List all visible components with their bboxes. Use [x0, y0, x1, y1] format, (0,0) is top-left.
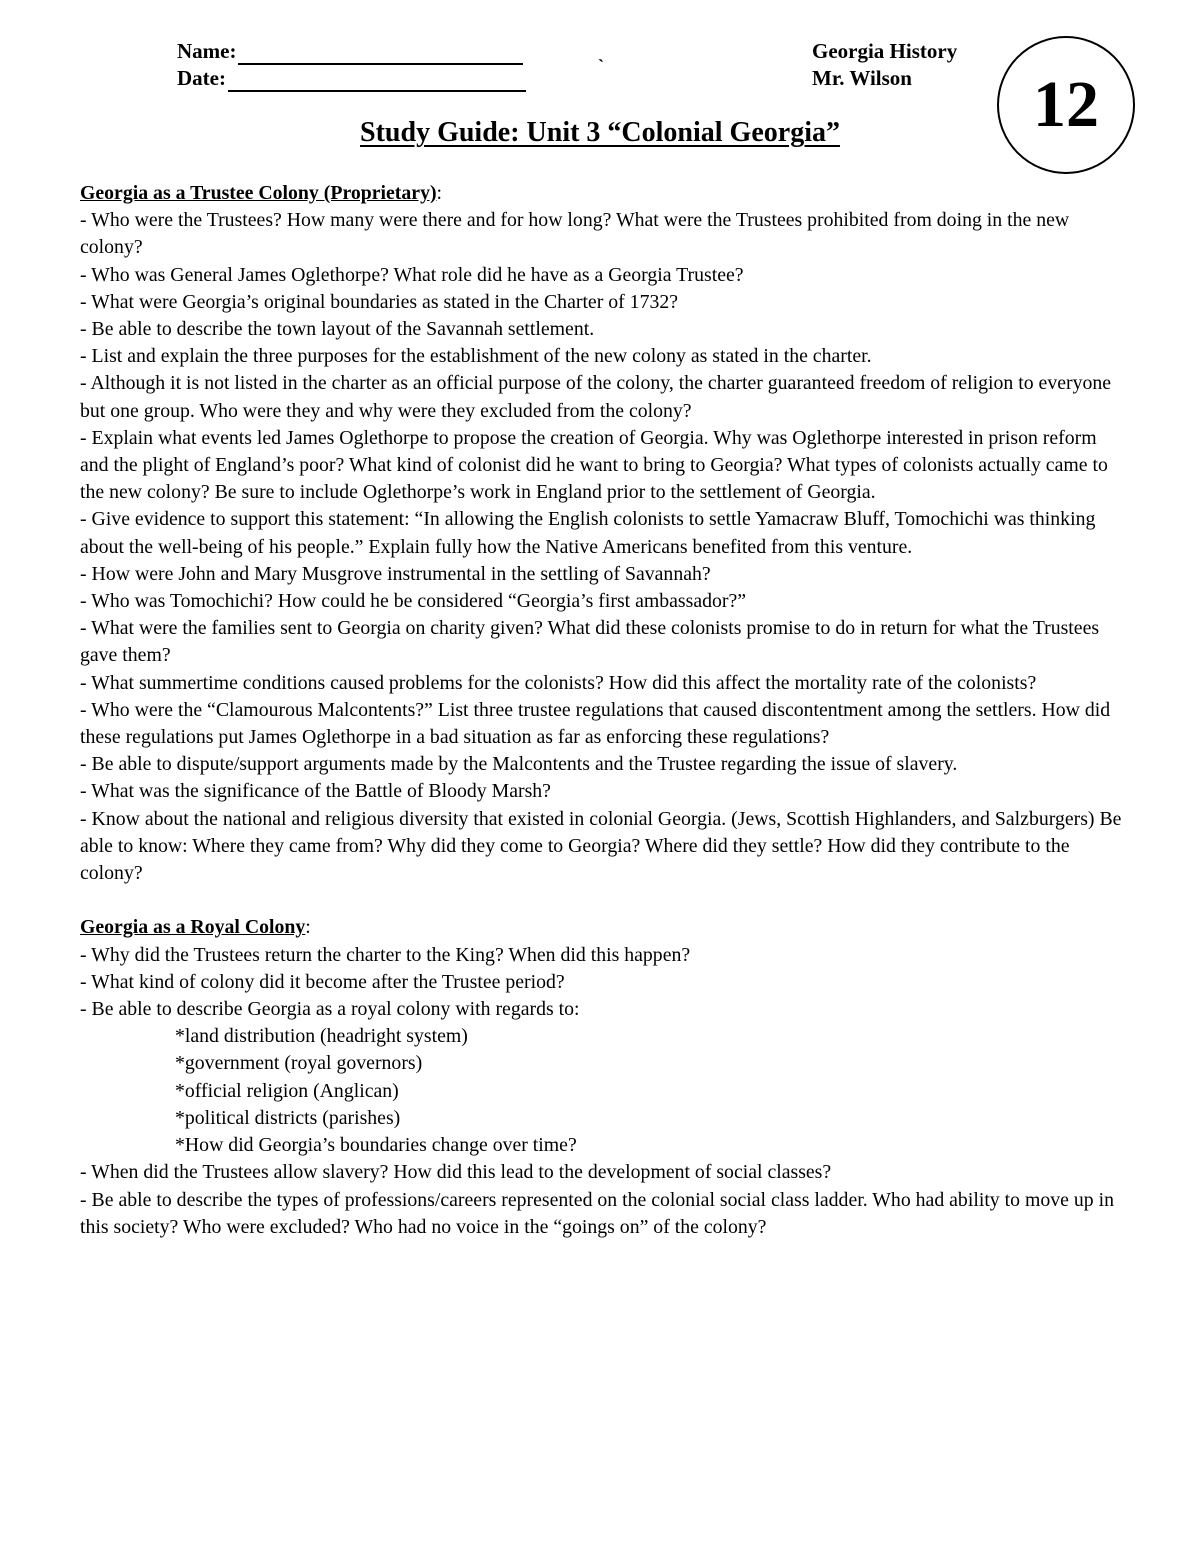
course-info-block	[812, 38, 957, 92]
section-spacer	[80, 887, 1125, 914]
date-line	[177, 65, 526, 92]
section-heading-text: Georgia as a Royal Colony	[80, 916, 306, 939]
date-label: Date:	[177, 66, 226, 90]
question-item: - Be able to dispute/support arguments made by the Malcontents and the Trustee regarding the issue of slavery.	[80, 753, 958, 776]
page-title: Study Guide: Unit 3 “Colonial Georgia”	[360, 117, 840, 148]
question-item: - Know about the national and religious diversity that existed in colonial Georgia. (Jews, Scottish Highlanders, and Salzburgers) Be able to know: Where they came from? Why did they come to Georgia? Where did they settle? How did they contribute to the colony?	[80, 807, 1122, 885]
stray-mark: `	[598, 56, 604, 76]
question-item: - List and explain the three purposes for the establishment of the new colony as stated in the charter.	[80, 345, 872, 368]
unit-number-badge	[997, 36, 1135, 174]
question-item: - Although it is not listed in the charter as an official purpose of the colony, the charter guaranteed freedom of religion to everyone but one group. Who were they and why were they excluded from the colony?	[80, 372, 1112, 422]
question-item: - What kind of colony did it become after the Trustee period?	[80, 970, 565, 993]
date-blank	[228, 70, 526, 92]
sub-question-item: *government (royal governors)	[175, 1052, 423, 1075]
question-item: - Be able to describe the types of professions/careers represented on the colonial social class ladder. Who had ability to move up in this society? Who were excluded? Who had no voice in the “goings on” of the colony?	[80, 1188, 1114, 1238]
section-heading-text: Georgia as a Trustee Colony (Proprietary)	[80, 182, 437, 204]
question-item: - Who were the “Clamourous Malcontents?” List three trustee regulations that caused discontentment among the settlers. How did these regulations put James Oglethorpe in a bad situation as far as enforcing these regulations?	[80, 698, 1111, 749]
question-item: - Who was General James Oglethorpe? What role did he have as a Georgia Trustee?	[80, 263, 744, 286]
section-trustee-colony	[80, 180, 1125, 887]
question-item: - Why did the Trustees return the charter to the King? When did this happen?	[80, 943, 691, 966]
question-item: - Be able to describe Georgia as a royal colony with regards to:	[80, 998, 580, 1021]
section-royal-colony	[80, 914, 1125, 1240]
section-heading	[80, 180, 1125, 207]
unit-number: 12	[1033, 68, 1099, 141]
question-item: - Who were the Trustees? How many were there and for how long? What were the Trustees prohibited from doing in the new colony?	[80, 209, 1070, 259]
name-label: Name:	[177, 39, 237, 63]
sub-question-item: *How did Georgia’s boundaries change over time?	[175, 1134, 577, 1157]
name-blank	[238, 43, 523, 65]
sub-question-item: *land distribution (headright system)	[175, 1025, 468, 1048]
question-item: - How were John and Mary Musgrove instrumental in the settling of Savannah?	[80, 562, 711, 585]
teacher-name: Mr. Wilson	[812, 66, 912, 90]
question-item: - What were the families sent to Georgia on charity given? What did these colonists promise to do in return for what the Trustees gave them?	[80, 617, 1100, 667]
course-name: Georgia History	[812, 39, 958, 63]
question-item: - Explain what events led James Oglethorpe to propose the creation of Georgia. Why was Oglethorpe interested in prison reform and the plight of England’s poor? What kind of colonist did he want to bring to Georgia? What types of colonists actually came to the new colony? Be sure to include Oglethorpe’s work in England prior to the settlement of Georgia.	[80, 426, 1108, 504]
sub-question-item: *official religion (Anglican)	[175, 1079, 399, 1102]
question-item: - Give evidence to support this statement: “In allowing the English colonists to settle Yamacraw Bluff, Tomochichi was thinking about the well-being of his people.” Explain fully how the Native Americans benefited from this venture.	[80, 508, 1096, 558]
section-heading	[80, 914, 1125, 941]
sub-question-item: *political districts (parishes)	[175, 1106, 401, 1129]
question-item: - Be able to describe the town layout of the Savannah settlement.	[80, 318, 595, 341]
student-info-block	[177, 38, 526, 92]
study-guide-content	[80, 180, 1125, 1241]
section-heading-suffix: :	[305, 916, 311, 939]
section-heading-suffix: :	[436, 182, 443, 204]
question-item: - What summertime conditions caused problems for the colonists? How did this affect the mortality rate of the colonists?	[80, 671, 1037, 694]
question-item: - What were Georgia’s original boundaries as stated in the Charter of 1732?	[80, 290, 679, 313]
question-item: - Who was Tomochichi? How could he be considered “Georgia’s first ambassador?”	[80, 590, 747, 613]
question-item: - When did the Trustees allow slavery? How did this lead to the development of social classes?	[80, 1161, 832, 1184]
name-line	[177, 38, 526, 65]
question-item: - What was the significance of the Battle of Bloody Marsh?	[80, 780, 551, 803]
